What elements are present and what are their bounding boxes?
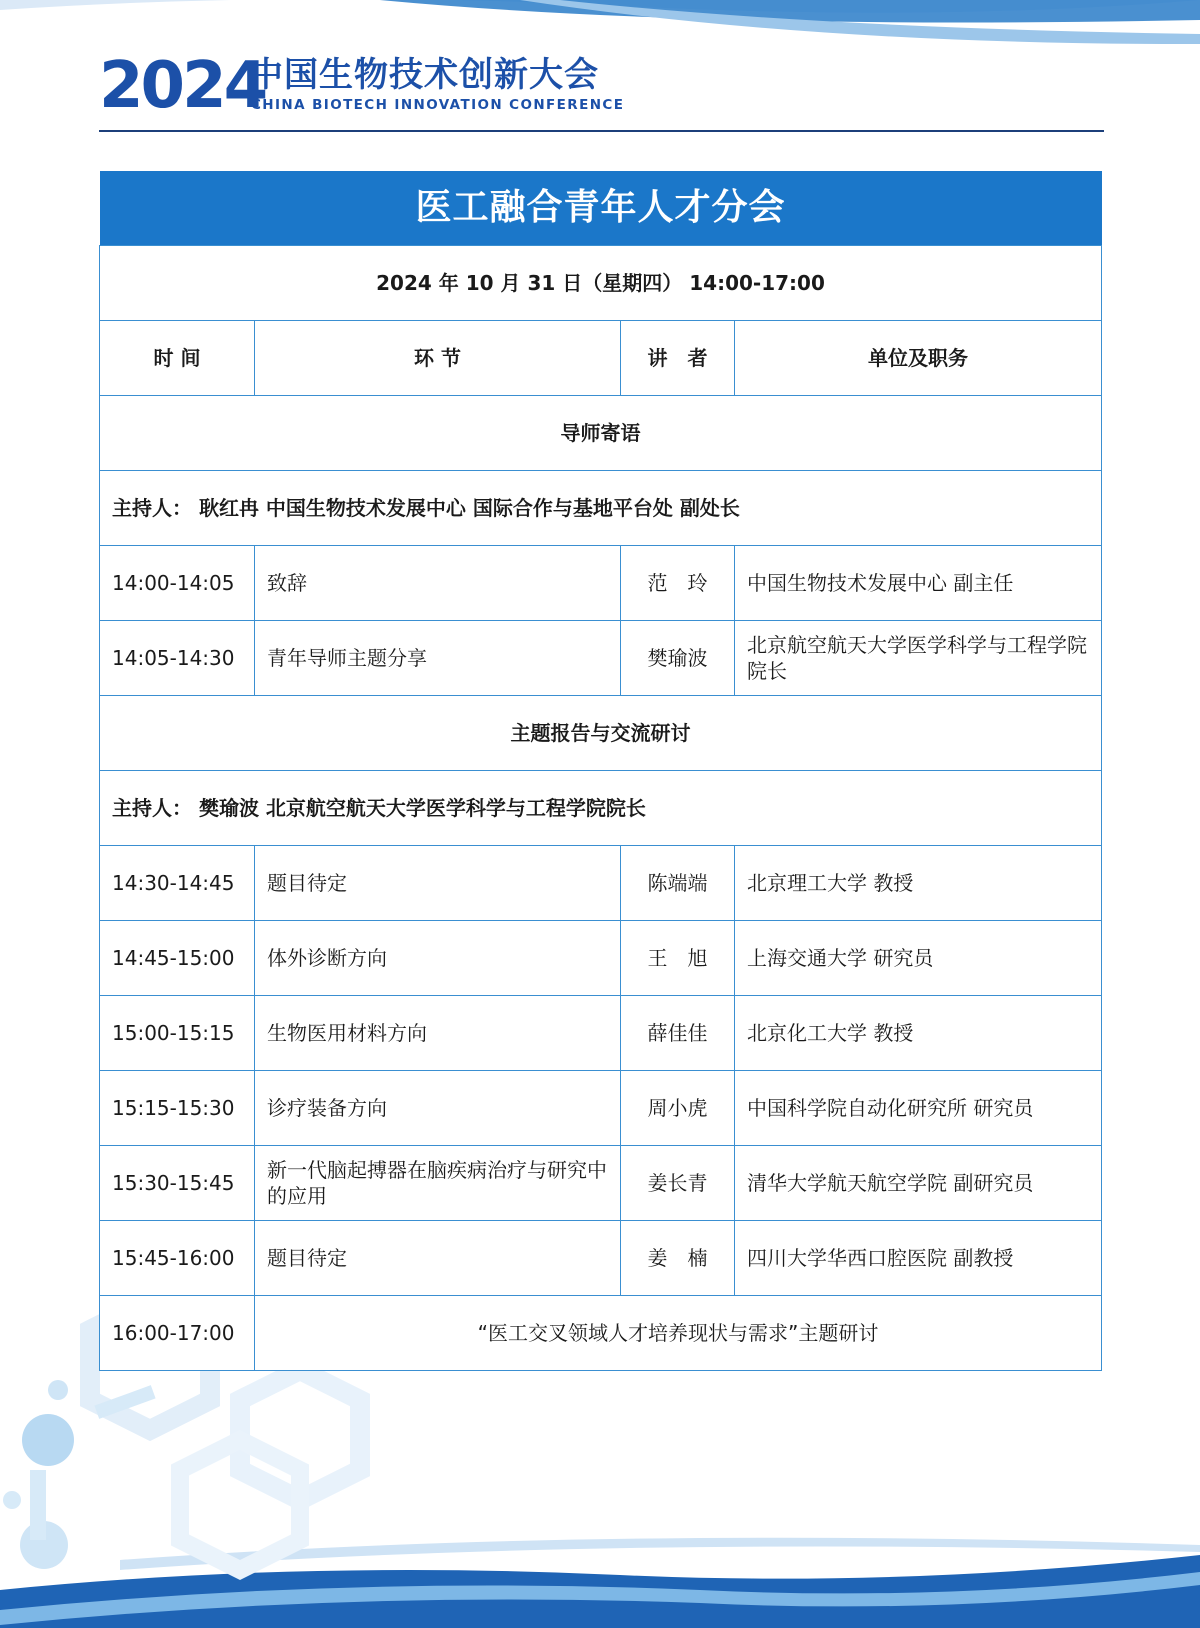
- date-row: [100, 246, 1102, 321]
- row-speaker: 周小虎: [621, 1071, 735, 1146]
- row-org: 四川大学华西口腔医院 副教授: [735, 1221, 1102, 1296]
- col-header-speaker: 讲 者: [621, 321, 735, 396]
- row-item: 生物医用材料方向: [255, 996, 621, 1071]
- row-speaker: 樊瑜波: [621, 621, 735, 696]
- row-time: 15:45-16:00: [100, 1221, 255, 1296]
- row-item: 致辞: [255, 546, 621, 621]
- row-item: 体外诊断方向: [255, 921, 621, 996]
- row-speaker: 薛佳佳: [621, 996, 735, 1071]
- host-info: 主持人： 樊瑜波 北京航空航天大学医学科学与工程学院院长: [100, 771, 1102, 846]
- row-item: 青年导师主题分享: [255, 621, 621, 696]
- table-row: [100, 996, 1102, 1071]
- table-row: [100, 546, 1102, 621]
- col-header-org: 单位及职务: [735, 321, 1102, 396]
- section-row: [100, 396, 1102, 471]
- section-row: [100, 696, 1102, 771]
- section-title-mentor: 导师寄语: [100, 396, 1102, 471]
- row-org: 中国科学院自动化研究所 研究员: [735, 1071, 1102, 1146]
- row-speaker: 陈端端: [621, 846, 735, 921]
- row-time: 15:00-15:15: [100, 996, 255, 1071]
- table-row: [100, 1221, 1102, 1296]
- row-item: 新一代脑起搏器在脑疾病治疗与研究中的应用: [255, 1146, 621, 1221]
- table-row-final: [100, 1296, 1102, 1371]
- logo-title-cn: 中国生物技术创新大会: [249, 55, 599, 95]
- logo-title-en: CHINA BIOTECH INNOVATION CONFERENCE: [251, 97, 625, 113]
- row-item: 诊疗装备方向: [255, 1071, 621, 1146]
- logo-year: 2024: [99, 49, 266, 123]
- row-org: 清华大学航天航空学院 副研究员: [735, 1146, 1102, 1221]
- table-row: [100, 621, 1102, 696]
- row-time: 14:05-14:30: [100, 621, 255, 696]
- session-title: 医工融合青年人才分会: [100, 171, 1102, 246]
- session-date: 2024 年 10 月 31 日（星期四） 14:00-17:00: [100, 246, 1102, 321]
- column-header-row: [100, 321, 1102, 396]
- row-speaker: 范 玲: [621, 546, 735, 621]
- schedule-table: [99, 171, 1102, 1371]
- col-header-time: 时 间: [100, 321, 255, 396]
- row-item-discussion: “医工交叉领域人才培养现状与需求”主题研讨: [255, 1296, 1102, 1371]
- row-org: 中国生物技术发展中心 副主任: [735, 546, 1102, 621]
- row-org: 北京理工大学 教授: [735, 846, 1102, 921]
- row-time: 16:00-17:00: [100, 1296, 255, 1371]
- header-divider: [99, 130, 1104, 132]
- host-row: [100, 471, 1102, 546]
- row-speaker: 姜长青: [621, 1146, 735, 1221]
- table-row: [100, 1146, 1102, 1221]
- row-speaker: 姜 楠: [621, 1221, 735, 1296]
- row-time: 14:45-15:00: [100, 921, 255, 996]
- table-row: [100, 1071, 1102, 1146]
- table-row: [100, 846, 1102, 921]
- host-info: 主持人： 耿红冉 中国生物技术发展中心 国际合作与基地平台处 副处长: [100, 471, 1102, 546]
- conference-header: [99, 50, 1104, 134]
- row-time: 15:30-15:45: [100, 1146, 255, 1221]
- row-time: 14:30-14:45: [100, 846, 255, 921]
- section-title-talks: 主题报告与交流研讨: [100, 696, 1102, 771]
- session-title-row: [100, 171, 1102, 246]
- row-time: 15:15-15:30: [100, 1071, 255, 1146]
- col-header-item: 环 节: [255, 321, 621, 396]
- row-org: 上海交通大学 研究员: [735, 921, 1102, 996]
- host-row: [100, 771, 1102, 846]
- row-speaker: 王 旭: [621, 921, 735, 996]
- row-time: 14:00-14:05: [100, 546, 255, 621]
- row-org: 北京化工大学 教授: [735, 996, 1102, 1071]
- row-org: 北京航空航天大学医学科学与工程学院 院长: [735, 621, 1102, 696]
- table-row: [100, 921, 1102, 996]
- row-item: 题目待定: [255, 846, 621, 921]
- row-item: 题目待定: [255, 1221, 621, 1296]
